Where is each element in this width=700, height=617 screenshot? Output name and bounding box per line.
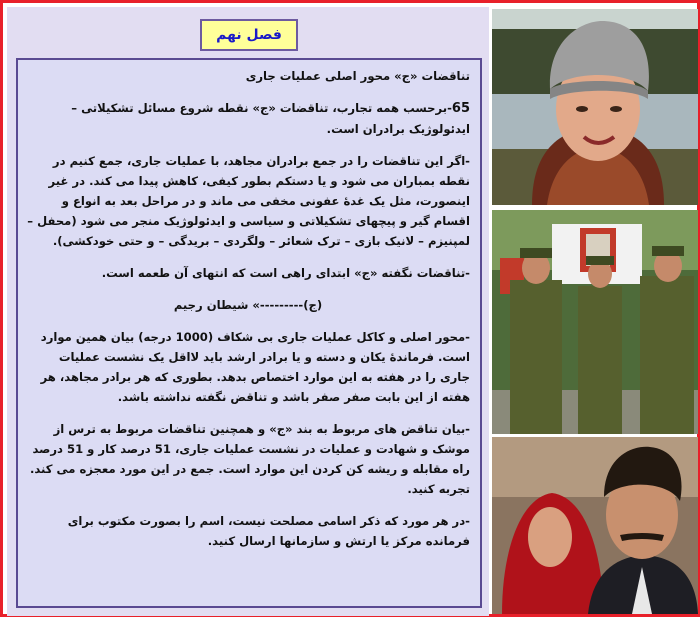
paragraph-5: -محور اصلی و کاکل عملیات جاری بی شکاف (1000 درجه) بیان همین موارد است. فرماندهٔ یکان و دسته و یا برادر ارشد باید لااقل یک نشست عملیات جاری را در هفته به این موارد اختصاص بدهد. بطوری که هر برادر مجاهد، هر هفته از این بابت صفر صفر باشد و تناقض نگفته نداشته باشد.	[40, 330, 470, 404]
paragraph-4: (ج)---------» شیطان رجیم	[173, 298, 323, 312]
paragraph-6: -بیان تناقض های مربوط به بند «ج» و همچنین تناقضات مربوط به ترس از موشک و شهادت و عملیات در نشست عملیات جاری، 51 درصد کار و 51 درصد راه مقابله و ریشه کن کردن این موارد است. جمع در این مورد معجزه می کند. تجربه کنید.	[29, 422, 470, 496]
paragraph-7: -در هر مورد که ذکر اسامی مصلحت نیست، اسم را بصورت مکتوب برای فرمانده مرکز یا ارتش و سازمانها ارسال کنید.	[67, 514, 470, 548]
paragraph-number: 65	[451, 101, 470, 116]
paragraph-1	[26, 98, 470, 139]
paragraph-1-text: -برحسب همه تجارب، تناقضات «ج» نقطه شروع مسائل تشکیلاتی – ایدئولوژیک برادران است.	[71, 101, 470, 136]
photo-woman-cap	[492, 9, 698, 205]
section-heading: تناقضات «ج» محور اصلی عملیات جاری	[245, 69, 470, 83]
paragraph-3: -تناقضات نگفته «ج» ابتدای راهی است که انتهای آن طعمه است.	[101, 266, 470, 280]
chapter-title: فصل نهم	[200, 19, 298, 51]
photo-uniformed-men	[492, 210, 698, 434]
text-box	[16, 58, 482, 608]
photo-couple	[492, 437, 698, 614]
paragraph-2: -اگر این تناقضات را در جمع برادران مجاهد، با عملیات جاری، جمع کنیم در نقطه بمباران می شود و یا دستکم بطور کیفی، کاهش پیدا می کند. در غیر اینصورت، مثل یک غدهٔ عفونی مخفی می ماند و در مراحل بعد به انواع و اقسام گیر و پیچهای تشکیلاتی و سیاسی و ایدئولوژیک منجر می شود (محفل – لمپنیزم – لانیک بازی – ترک شعائر – ولگردی – بریدگی – و حتی خودکشی).	[27, 154, 470, 248]
